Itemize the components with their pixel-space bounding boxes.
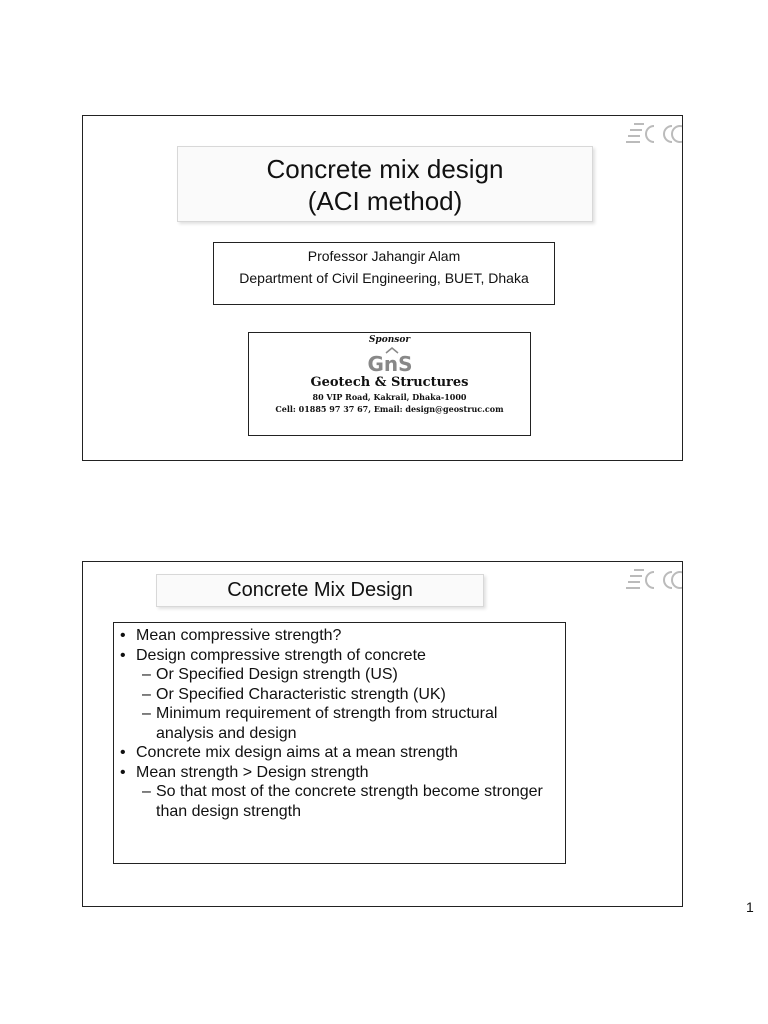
logo-text: GnS [366, 352, 413, 375]
title-line-2: (ACI method) [307, 186, 463, 216]
sub-bullet-item: – Or Specified Design strength (US) [142, 666, 398, 683]
bullet-item: • Mean compressive strength? [116, 626, 559, 646]
page-number: 1 [746, 899, 754, 915]
gns-logo-icon [362, 347, 418, 375]
sponsor-label: Sponsor [368, 335, 411, 345]
esco-logo-icon [620, 564, 682, 596]
slide-1 [82, 115, 683, 461]
bullet-item: • Concrete mix design aims at a mean strength [116, 743, 559, 763]
title-line-1: Concrete mix design [266, 154, 504, 184]
sub-bullet-item: – Minimum requirement of strength from structural analysis and design [142, 705, 498, 742]
author-box [213, 242, 555, 305]
sub-bullet-item: – So that most of the concrete strength become stronger than design strength [142, 783, 543, 820]
company-contact: Cell: 01885 97 37 67, Email: design@geostruc.com [275, 404, 504, 414]
bullet-item: • Design compressive strength of concrete [116, 646, 559, 666]
slide-2 [82, 561, 683, 907]
company-name: Geotech & Structures [310, 375, 469, 390]
bullet-item: • Mean strength > Design strength [116, 763, 559, 783]
company-address: 80 VIP Road, Kakrail, Dhaka-1000 [312, 392, 467, 402]
slide-1-title [177, 146, 593, 222]
author-name: Professor Jahangir Alam [307, 248, 461, 264]
esco-logo-icon [620, 118, 682, 150]
department: Department of Civil Engineering, BUET, Dhaka [239, 270, 529, 286]
slide-2-title: Concrete Mix Design [156, 574, 484, 607]
sub-bullet-item: – Or Specified Characteristic strength (UK) [142, 685, 446, 703]
bullet-list [113, 622, 566, 864]
sponsor-box [248, 332, 531, 436]
